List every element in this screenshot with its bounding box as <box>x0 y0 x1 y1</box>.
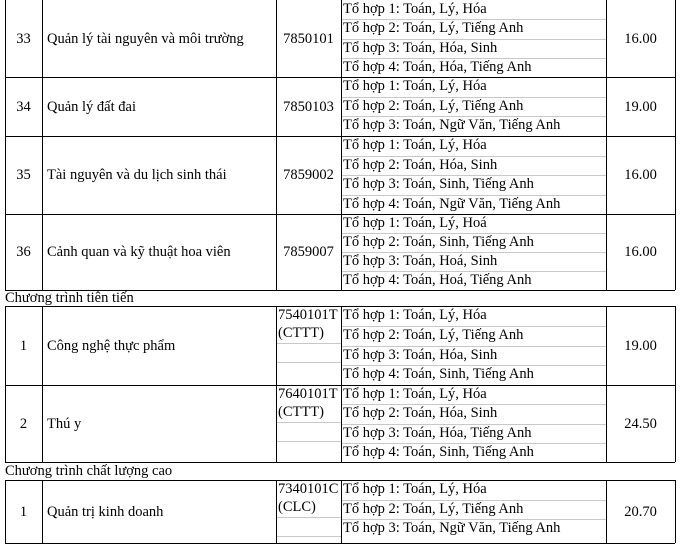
column-border <box>5 77 6 136</box>
column-border <box>5 0 6 77</box>
section-title: Chương trình chất lượng cao <box>5 463 173 479</box>
column-border <box>675 306 676 385</box>
column-border <box>606 136 607 214</box>
column-border <box>341 385 342 462</box>
major-code: 7859002 <box>283 167 334 183</box>
subject-combination: Tổ hợp 1: Toán, Lý, Hóa <box>343 78 487 94</box>
column-border <box>675 0 676 77</box>
subject-combination: Tổ hợp 3: Toán, Ngữ Văn, Tiếng Anh <box>343 520 561 536</box>
subject-combination: Tổ hợp 2: Toán, Lý, Tiếng Anh <box>343 500 524 517</box>
row-subline <box>276 343 341 344</box>
row-subline <box>341 252 606 253</box>
column-border <box>42 136 43 214</box>
major-code: (CLC) <box>278 499 316 515</box>
subject-combination: Tổ hợp 1: Toán, Lý, Hoá <box>343 215 487 231</box>
subject-combination: Tổ hợp 4: Toán, Hóa, Tiếng Anh <box>343 58 532 75</box>
major-name: Cảnh quan và kỹ thuật hoa viên <box>47 244 231 260</box>
row-number: 35 <box>16 167 31 183</box>
major-code: 7850103 <box>283 98 334 115</box>
major-name: Quản lý tài nguyên và môi trường <box>47 30 244 47</box>
column-border <box>276 306 277 385</box>
row-subline <box>341 424 606 425</box>
column-border <box>675 480 676 543</box>
subject-combination: Tổ hợp 1: Toán, Lý, Hóa <box>343 307 487 323</box>
column-border <box>675 385 676 462</box>
column-border <box>606 480 607 543</box>
major-code: 7859007 <box>283 244 334 260</box>
subject-combination: Tổ hợp 1: Toán, Lý, Hóa <box>343 1 487 17</box>
subject-combination: Tổ hợp 1: Toán, Lý, Hóa <box>343 137 487 153</box>
column-border <box>5 136 6 214</box>
column-border <box>42 214 43 290</box>
row-subline <box>341 443 606 444</box>
benchmark-score: 19.00 <box>624 98 657 115</box>
major-name: Tài nguyên và du lịch sinh thái <box>47 167 227 183</box>
major-code: 7850101 <box>283 30 334 47</box>
column-border <box>341 480 342 543</box>
column-border <box>341 214 342 290</box>
row-subline <box>341 233 606 234</box>
column-border <box>675 77 676 136</box>
subject-combination: Tổ hợp 2: Toán, Sinh, Tiếng Anh <box>343 234 534 250</box>
column-border <box>276 214 277 290</box>
major-code: 7640101T <box>278 386 338 402</box>
major-code: (CTTT) <box>278 325 324 341</box>
column-border <box>606 0 607 77</box>
major-name: Thú y <box>47 415 82 432</box>
column-border <box>606 385 607 462</box>
row-number: 34 <box>16 98 31 115</box>
subject-combination: Tổ hợp 3: Toán, Ngữ Văn, Tiếng Anh <box>343 117 561 134</box>
row-number: 2 <box>19 415 28 432</box>
subject-combination: Tổ hợp 2: Toán, Hóa, Sinh <box>343 405 498 422</box>
row-subline <box>276 536 341 537</box>
column-border <box>42 385 43 462</box>
column-border <box>341 306 342 385</box>
benchmark-score: 20.70 <box>624 503 657 520</box>
subject-combination: Tổ hợp 1: Toán, Lý, Hóa <box>343 481 487 497</box>
column-border <box>606 77 607 136</box>
major-name: Công nghệ thực phẩm <box>47 337 176 354</box>
column-border <box>675 136 676 214</box>
subject-combination: Tổ hợp 3: Toán, Hóa, Sinh <box>343 39 498 56</box>
column-border <box>341 0 342 77</box>
row-number: 1 <box>19 503 28 520</box>
row-subline <box>276 422 341 423</box>
subject-combination: Tổ hợp 2: Toán, Lý, Tiếng Anh <box>343 326 524 343</box>
major-name: Quản trị kinh doanh <box>47 503 164 520</box>
row-subline <box>341 116 606 117</box>
subject-combination: Tổ hợp 3: Toán, Sinh, Tiếng Anh <box>343 176 534 192</box>
row-subline <box>276 517 341 518</box>
subject-combination: Tổ hợp 4: Toán, Ngữ Văn, Tiếng Anh <box>343 195 561 212</box>
benchmark-score: 19.00 <box>624 337 657 354</box>
row-subline <box>276 441 341 442</box>
row-subline <box>276 362 341 363</box>
subject-combination: Tổ hợp 4: Toán, Hoá, Tiếng Anh <box>343 272 532 288</box>
column-border <box>42 0 43 77</box>
subject-combination: Tổ hợp 4: Toán, Sinh, Tiếng Anh <box>343 366 534 383</box>
column-border <box>5 385 6 462</box>
column-border <box>606 214 607 290</box>
subject-combination: Tổ hợp 4: Toán, Sinh, Tiếng Anh <box>343 443 534 460</box>
row-number: 1 <box>19 337 28 354</box>
row-subline <box>341 58 606 59</box>
major-code: 7540101T <box>278 307 338 323</box>
row-subline <box>341 519 606 520</box>
column-border <box>606 306 607 385</box>
column-border <box>341 136 342 214</box>
column-border <box>341 77 342 136</box>
column-border <box>42 480 43 543</box>
row-subline <box>341 19 606 20</box>
column-border <box>276 480 277 543</box>
row-subline <box>341 175 606 176</box>
column-border <box>5 214 6 290</box>
column-border <box>276 385 277 462</box>
subject-combination: Tổ hợp 3: Toán, Hóa, Sinh <box>343 346 498 363</box>
subject-combination: Tổ hợp 3: Toán, Hóa, Tiếng Anh <box>343 424 532 441</box>
benchmark-score: 24.50 <box>624 415 657 432</box>
row-subline <box>341 346 606 347</box>
row-number: 36 <box>16 244 31 260</box>
row-subline <box>341 97 606 98</box>
row-subline <box>341 156 606 157</box>
column-border <box>5 480 6 543</box>
row-subline <box>341 195 606 196</box>
subject-combination: Tổ hợp 3: Toán, Hoá, Sinh <box>343 253 498 269</box>
row-subline <box>341 404 606 405</box>
benchmark-score: 16.00 <box>624 30 657 47</box>
subject-combination: Tổ hợp 2: Toán, Lý, Tiếng Anh <box>343 20 524 37</box>
column-border <box>675 214 676 290</box>
row-number: 33 <box>16 30 31 47</box>
row-subline <box>341 271 606 272</box>
subject-combination: Tổ hợp 1: Toán, Lý, Hóa <box>343 386 487 402</box>
column-border <box>276 77 277 136</box>
column-border <box>5 306 6 385</box>
column-border <box>276 136 277 214</box>
column-border <box>42 77 43 136</box>
row-subline <box>341 500 606 501</box>
subject-combination: Tổ hợp 2: Toán, Lý, Tiếng Anh <box>343 97 524 114</box>
major-name: Quản lý đất đai <box>47 98 136 115</box>
subject-combination: Tổ hợp 2: Toán, Hóa, Sinh <box>343 156 498 173</box>
column-border <box>276 0 277 77</box>
row-subline <box>341 326 606 327</box>
section-title: Chương trình tiên tiến <box>5 290 134 306</box>
column-border <box>42 306 43 385</box>
row-subline <box>341 39 606 40</box>
benchmark-score: 16.00 <box>624 244 657 260</box>
row-subline <box>341 365 606 366</box>
major-code: (CTTT) <box>278 404 324 420</box>
major-code: 7340101C <box>278 481 339 497</box>
benchmark-score: 16.00 <box>624 167 657 183</box>
